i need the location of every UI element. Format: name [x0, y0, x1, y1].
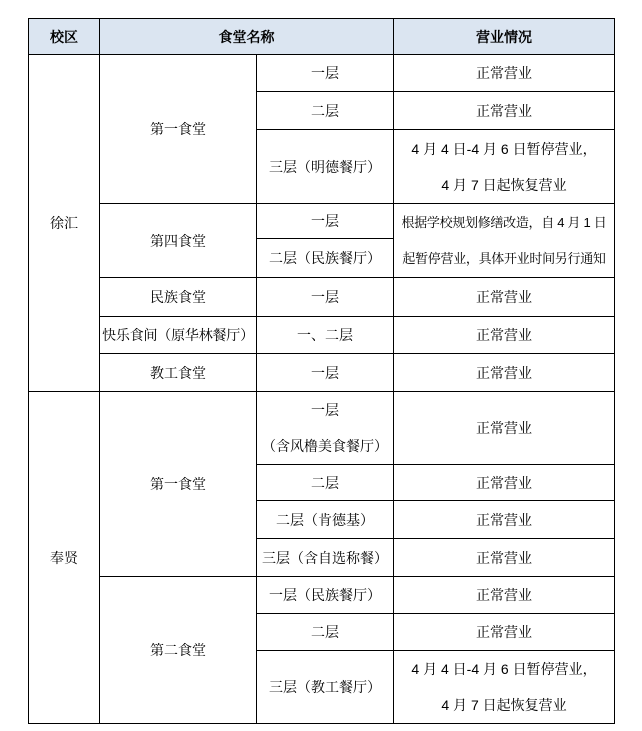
floor-cell: 二层（民族餐厅）: [257, 239, 394, 278]
header-canteen-name: 食堂名称: [100, 19, 394, 55]
status-cell: 正常营业: [394, 465, 615, 501]
floor-cell: 三层（教工餐厅）: [257, 651, 394, 724]
status-line-1: 根据学校规划修缮改造，自 4 月 1 日: [401, 214, 607, 230]
status-line-2: 4 月 7 日起恢复营业: [441, 697, 567, 713]
canteen-cell-xh-kuaile: 快乐食间（原华林餐厅）: [100, 317, 257, 354]
status-cell: 正常营业: [394, 577, 615, 614]
floor-cell: 二层: [257, 614, 394, 651]
status-cell: 正常营业: [394, 539, 615, 577]
table-row: [29, 577, 615, 614]
canteen-cell-xh-canteen1: 第一食堂: [100, 55, 257, 204]
floor-cell: 一层: [257, 278, 394, 317]
status-cell: 正常营业: [394, 354, 615, 392]
floor-cell: 一层: [257, 354, 394, 392]
status-cell: [394, 651, 615, 724]
status-cell: 正常营业: [394, 55, 615, 92]
floor-cell: [257, 392, 394, 465]
floor-cell: 三层（明德餐厅）: [257, 130, 394, 204]
table-row: [29, 204, 615, 239]
status-line-2: 起暂停营业，具体开业时间另行通知: [402, 250, 606, 266]
status-cell: 正常营业: [394, 317, 615, 354]
floor-cell: 一、二层: [257, 317, 394, 354]
table-row: [29, 278, 615, 317]
status-cell: 正常营业: [394, 92, 615, 130]
canteen-operations-table: [28, 18, 615, 724]
campus-cell-xuhui: 徐汇: [29, 55, 100, 392]
status-line-2: 4 月 7 日起恢复营业: [441, 176, 567, 193]
canteen-cell-xh-minzu: 民族食堂: [100, 278, 257, 317]
canteen-cell-xh-canteen4: 第四食堂: [100, 204, 257, 278]
table-row: [29, 317, 615, 354]
floor-cell: 二层: [257, 92, 394, 130]
status-cell: [394, 204, 615, 278]
floor-cell: 一层（民族餐厅）: [257, 577, 394, 614]
canteen-cell-xh-jiaogong: 教工食堂: [100, 354, 257, 392]
status-cell: 正常营业: [394, 278, 615, 317]
status-line-1: 4 月 4 日-4 月 6 日暂停营业，: [411, 140, 597, 157]
status-cell: 正常营业: [394, 392, 615, 465]
status-cell: 正常营业: [394, 501, 615, 539]
header-row: [29, 19, 615, 55]
floor-cell: 二层（肯德基）: [257, 501, 394, 539]
floor-cell: 一层: [257, 204, 394, 239]
header-campus: 校区: [29, 19, 100, 55]
floor-cell: 一层: [257, 55, 394, 92]
status-line-1: 4 月 4 日-4 月 6 日暂停营业，: [411, 661, 597, 677]
status-cell: 正常营业: [394, 614, 615, 651]
table-row: [29, 354, 615, 392]
status-cell: [394, 130, 615, 204]
campus-cell-fengxian: 奉贤: [29, 392, 100, 724]
header-business-status: 营业情况: [394, 19, 615, 55]
canteen-cell-fx-canteen2: 第二食堂: [100, 577, 257, 724]
floor-cell: 二层: [257, 465, 394, 501]
floor-line-1: 一层: [311, 402, 339, 418]
table-row: [29, 55, 615, 92]
floor-line-2: （含风橹美食餐厅）: [262, 438, 388, 454]
table-row: [29, 392, 615, 465]
canteen-cell-fx-canteen1: 第一食堂: [100, 392, 257, 577]
floor-cell: 三层（含自选称餐）: [257, 539, 394, 577]
